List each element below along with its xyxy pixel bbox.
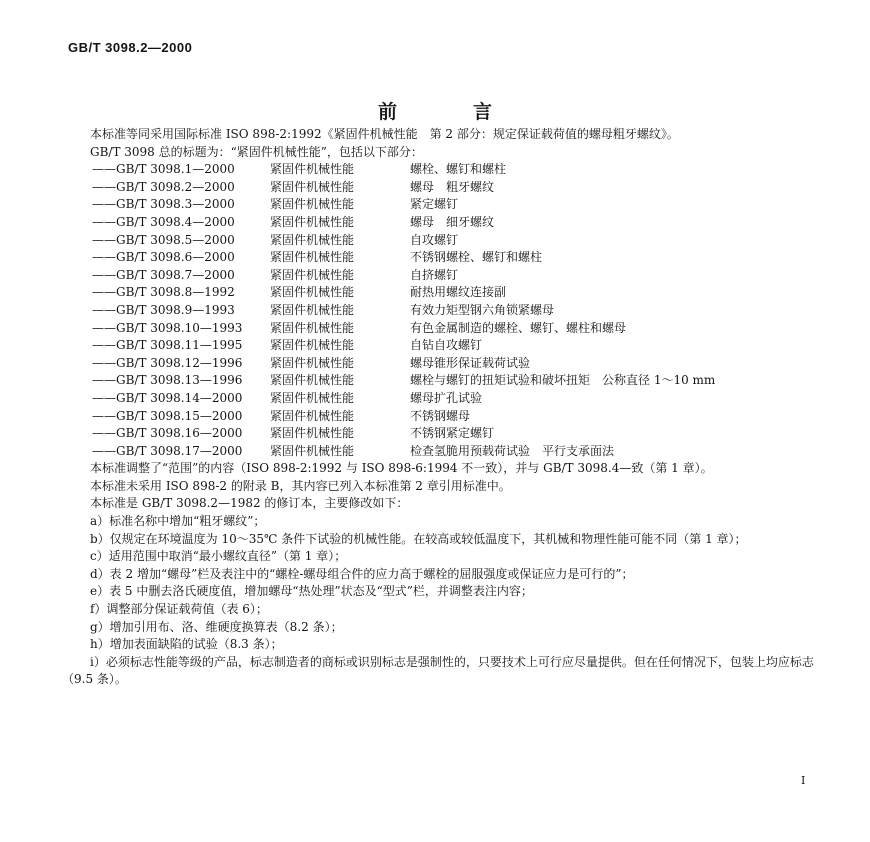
part-series: 紧固件机械性能	[270, 373, 355, 388]
part-item	[62, 284, 832, 302]
body-paragraph: 本标准未采用 ISO 898-2 的附录 B，其内容已列入本标准第 2 章引用标准中。	[90, 478, 511, 493]
part-code: ——GB/T 3098.8—1992	[92, 285, 235, 300]
part-title: 螺母扩孔试验	[410, 390, 483, 405]
part-code: ——GB/T 3098.17—2000	[92, 443, 243, 458]
part-title: 耐热用螺纹连接副	[410, 285, 507, 300]
part-code: ——GB/T 3098.10—1993	[92, 320, 243, 335]
part-title: 螺栓、螺钉和螺柱	[410, 162, 507, 177]
part-title: 螺母 粗牙螺纹	[410, 179, 495, 194]
part-item	[62, 214, 832, 232]
part-item	[62, 390, 832, 408]
part-item	[62, 443, 832, 461]
part-item	[62, 267, 832, 285]
part-series: 紧固件机械性能	[270, 338, 355, 353]
part-item	[62, 337, 832, 355]
change-item: e）表 5 中删去洛氏硬度值，增加螺母“热处理”状态及“型式”栏，并调整表注内容；	[90, 584, 533, 599]
part-title: 螺栓与螺钉的扭矩试验和破坏扭矩 公称直径 1～10 mm	[410, 373, 716, 388]
part-title: 不锈钢螺母	[410, 408, 471, 423]
parts-list	[62, 161, 832, 460]
part-series: 紧固件机械性能	[270, 250, 355, 265]
part-item	[62, 161, 832, 179]
part-code: ——GB/T 3098.4—2000	[92, 214, 235, 229]
change-item: b）仅规定在环境温度为 10～35℃ 条件下试验的机械性能。在较高或较低温度下，其机械和物理性能可能不同（第 1 章）；	[90, 531, 747, 546]
change-item: g）增加引用布、洛、维硬度换算表（8.2 条）；	[90, 619, 343, 634]
part-title: 自攻螺钉	[410, 232, 459, 247]
body-paragraph: 本标准调整了“范围”的内容（ISO 898-2:1992 与 ISO 898-6:1994 不一致），并与 GB/T 3098.4—致（第 1 章）。	[90, 461, 713, 476]
part-series: 紧固件机械性能	[270, 232, 355, 247]
part-item	[62, 408, 832, 426]
part-item	[62, 425, 832, 443]
part-title: 不锈钢紧定螺钉	[410, 426, 495, 441]
part-code: ——GB/T 3098.2—2000	[92, 179, 235, 194]
part-item	[62, 196, 832, 214]
part-code: ——GB/T 3098.9—1993	[92, 302, 235, 317]
part-series: 紧固件机械性能	[270, 285, 355, 300]
part-title: 螺母锥形保证载荷试验	[410, 355, 531, 370]
part-series: 紧固件机械性能	[270, 267, 355, 282]
change-item: i）必须标志性能等级的产品，标志制造者的商标或识别标志是强制性的，只要技术上可行应尽量提供。但在任何情况下，包装上均应标志（9.5 条）。	[62, 654, 814, 687]
body-paragraph: 本标准是 GB/T 3098.2—1982 的修订本，主要修改如下：	[90, 496, 409, 511]
change-item: h）增加表面缺陷的试验（8.3 条）；	[90, 637, 283, 652]
part-series: 紧固件机械性能	[270, 408, 355, 423]
part-title: 自挤螺钉	[410, 267, 459, 282]
part-series: 紧固件机械性能	[270, 390, 355, 405]
part-item	[62, 232, 832, 250]
part-code: ——GB/T 3098.12—1996	[92, 355, 243, 370]
change-item: f）调整部分保证载荷值（表 6）；	[90, 602, 268, 617]
title-char-1: 前	[377, 101, 397, 123]
part-code: ——GB/T 3098.5—2000	[92, 232, 235, 247]
part-series: 紧固件机械性能	[270, 197, 355, 212]
part-title: 紧定螺钉	[410, 197, 459, 212]
part-series: 紧固件机械性能	[270, 320, 355, 335]
part-series: 紧固件机械性能	[270, 426, 355, 441]
part-series: 紧固件机械性能	[270, 162, 355, 177]
part-code: ——GB/T 3098.16—2000	[92, 426, 243, 441]
part-series: 紧固件机械性能	[270, 179, 355, 194]
part-item	[62, 179, 832, 197]
page-title	[0, 97, 870, 124]
change-item: c）适用范围中取消“最小螺纹直径”（第 1 章）；	[90, 549, 347, 564]
part-code: ——GB/T 3098.1—2000	[92, 162, 235, 177]
foreword-content	[62, 126, 832, 689]
part-title: 螺母 细牙螺纹	[410, 214, 495, 229]
part-code: ——GB/T 3098.6—2000	[92, 250, 235, 265]
part-title: 不锈钢螺栓、螺钉和螺柱	[410, 250, 543, 265]
standard-code: GB/T 3098.2—2000	[68, 40, 193, 55]
part-item	[62, 302, 832, 320]
part-item	[62, 372, 832, 390]
part-code: ——GB/T 3098.14—2000	[92, 390, 243, 405]
title-char-2: 言	[473, 101, 493, 123]
part-series: 紧固件机械性能	[270, 214, 355, 229]
part-series: 紧固件机械性能	[270, 443, 355, 458]
part-code: ——GB/T 3098.15—2000	[92, 408, 243, 423]
intro-paragraph: 本标准等同采用国际标准 ISO 898-2:1992《紧固件机械性能 第 2 部分：规定保证载荷值的螺母粗牙螺纹》。	[90, 127, 679, 141]
part-series: 紧固件机械性能	[270, 302, 355, 317]
change-item: d）表 2 增加“螺母”栏及表注中的“螺栓-螺母组合件的应力高于螺栓的屈服强度或保证应力是可行的”；	[90, 566, 634, 581]
part-title: 有效力矩型钢六角锁紧螺母	[410, 302, 555, 317]
part-code: ——GB/T 3098.13—1996	[92, 373, 243, 388]
part-series: 紧固件机械性能	[270, 355, 355, 370]
part-item	[62, 320, 832, 338]
change-item: a）标准名称中增加“粗牙螺纹”；	[90, 514, 266, 529]
intro-paragraph: GB/T 3098 总的标题为：“紧固件机械性能”，包括以下部分：	[90, 144, 423, 159]
part-title: 有色金属制造的螺栓、螺钉、螺柱和螺母	[410, 320, 627, 335]
page-number: I	[801, 774, 806, 787]
part-code: ——GB/T 3098.11—1995	[92, 338, 243, 353]
part-code: ——GB/T 3098.7—2000	[92, 267, 235, 282]
part-item	[62, 355, 832, 373]
part-code: ——GB/T 3098.3—2000	[92, 197, 235, 212]
part-title: 自钻自攻螺钉	[410, 338, 483, 353]
part-title: 检查氢脆用预载荷试验 平行支承面法	[410, 443, 615, 458]
part-item	[62, 249, 832, 267]
